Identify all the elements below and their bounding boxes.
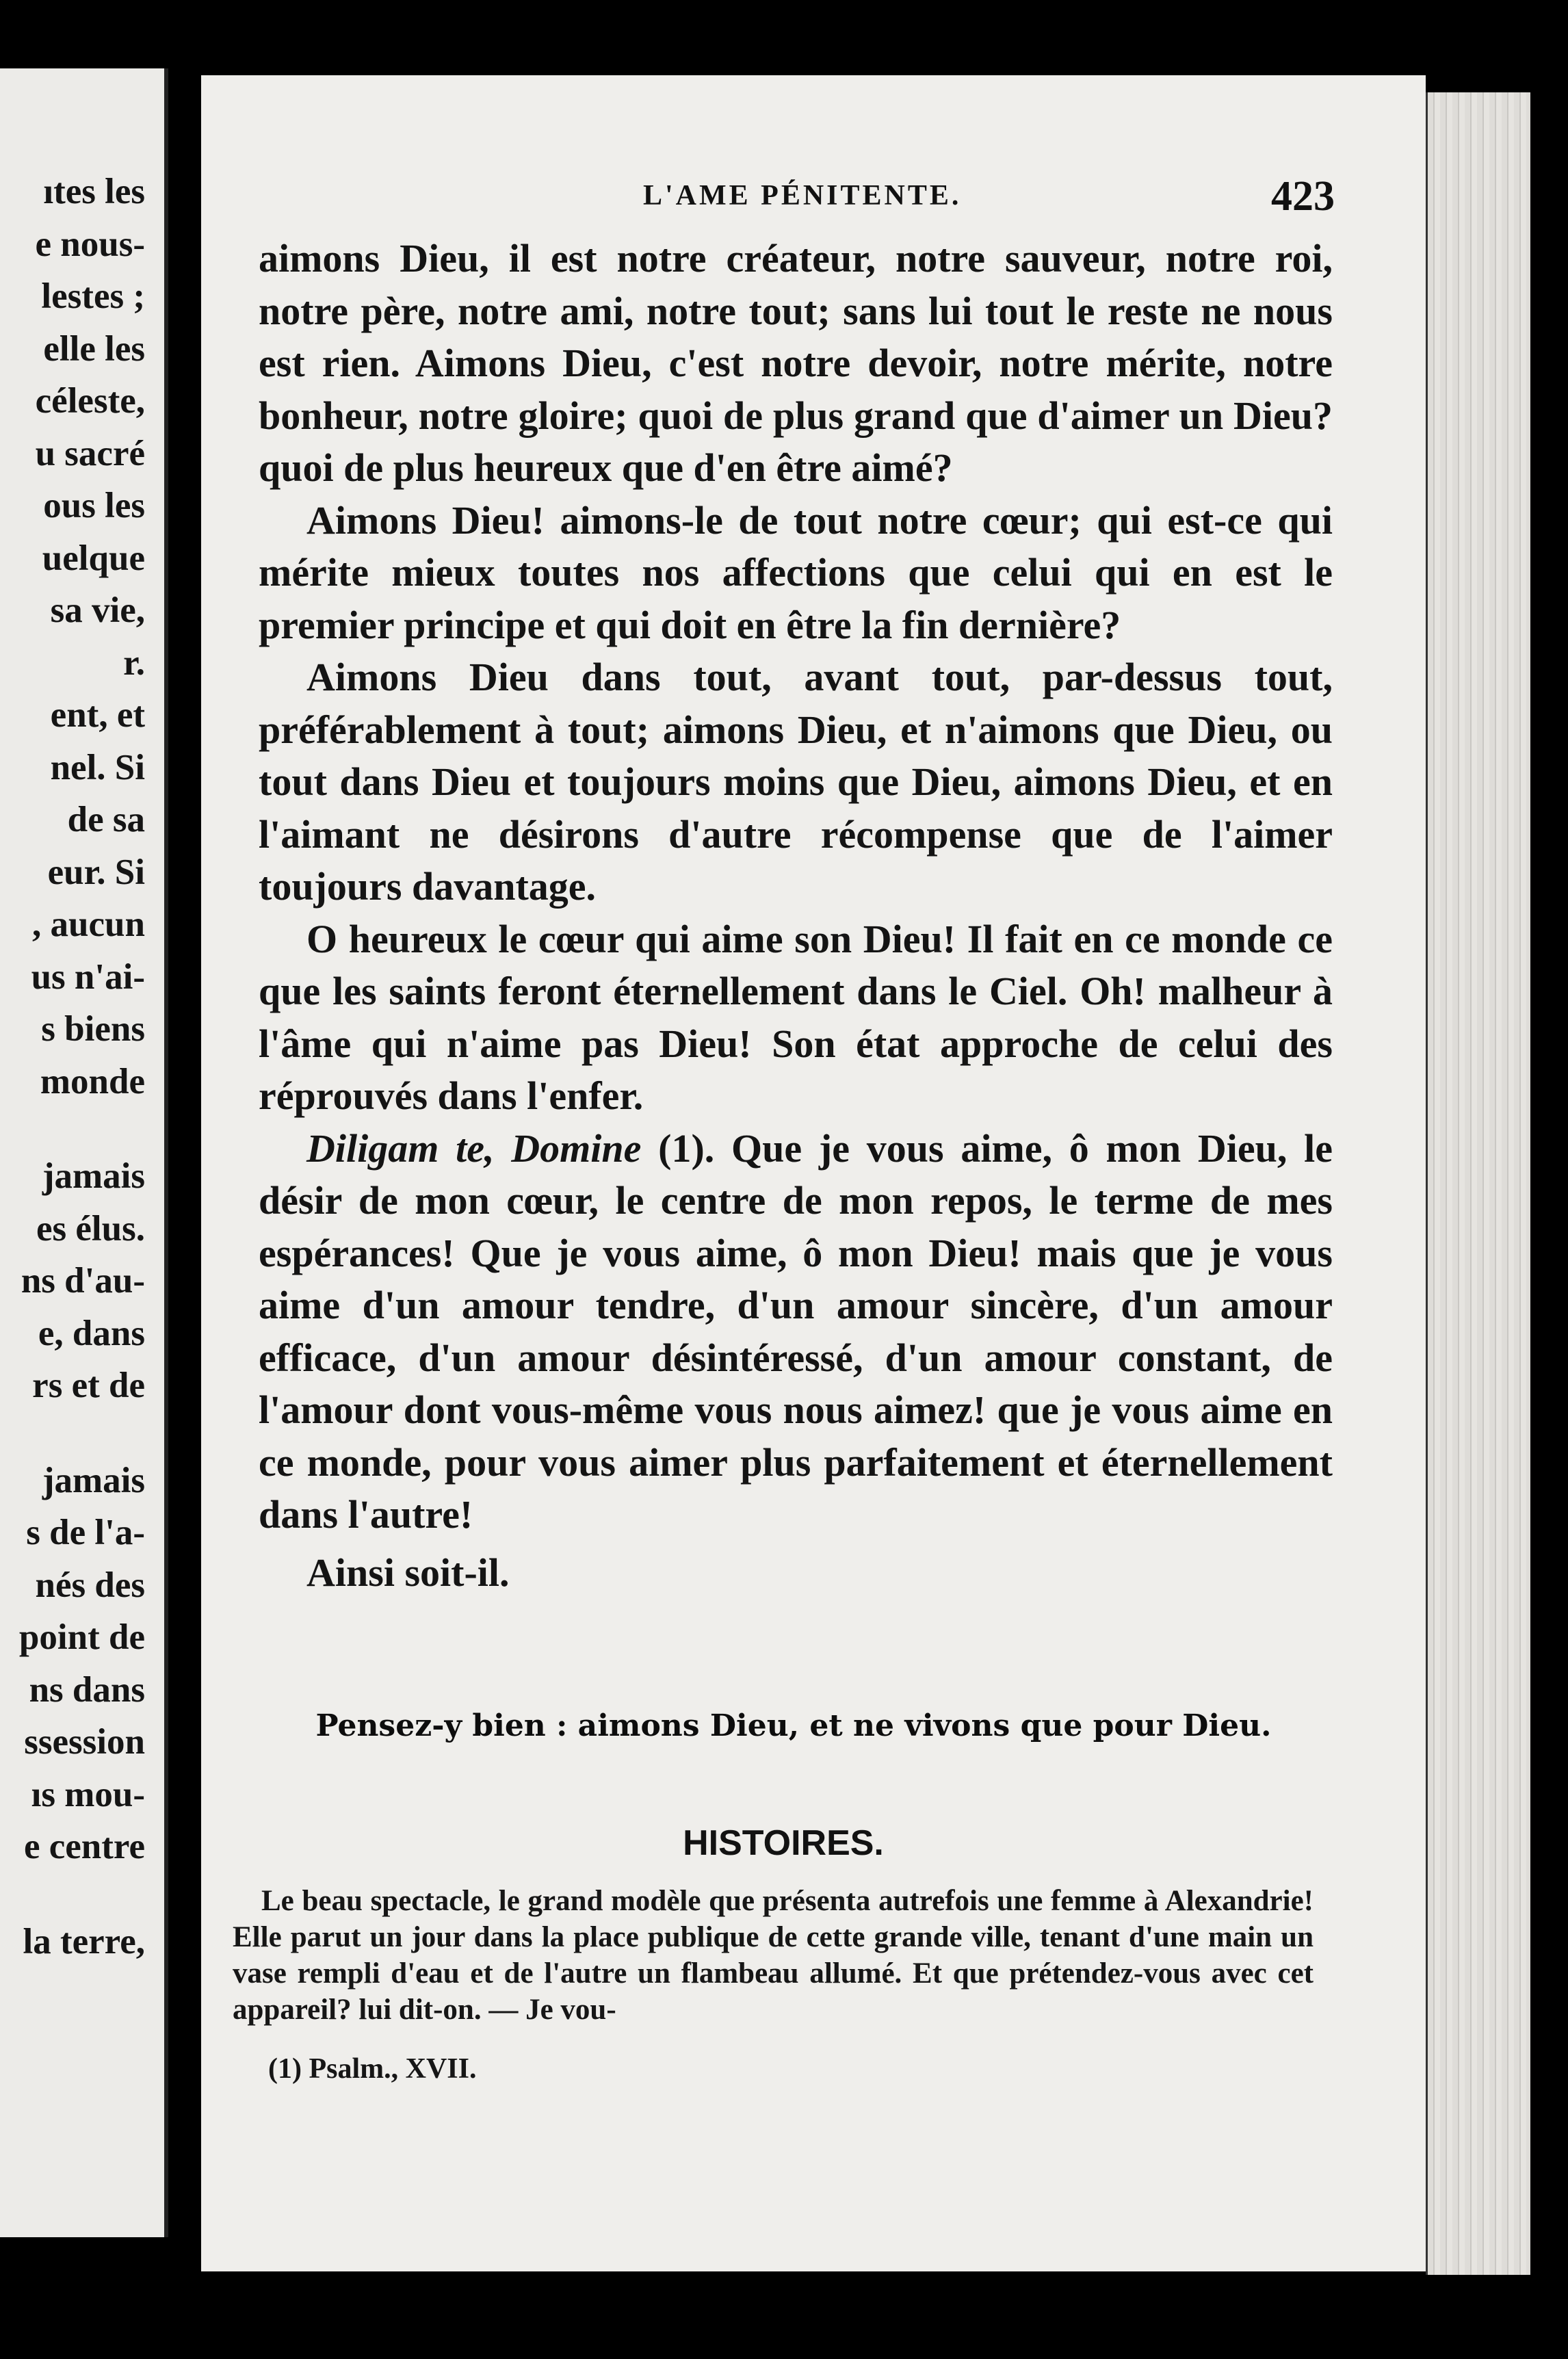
left-page-line: point de xyxy=(18,1617,145,1657)
left-page-line: ns d'au- xyxy=(21,1261,145,1301)
left-page-line: ous les xyxy=(43,486,145,525)
left-page-line: ent, et xyxy=(50,695,145,735)
histoire-text xyxy=(233,1883,1314,2028)
left-page-line: us n'ai- xyxy=(31,956,145,997)
page-edges xyxy=(1426,92,1530,2275)
left-page-line: e centre xyxy=(23,1827,145,1866)
left-page-line: sa vie, xyxy=(50,590,145,630)
left-page-line: e, dans xyxy=(38,1313,145,1353)
left-page-line: ns dans xyxy=(29,1669,145,1710)
histoire-paragraph: Le beau spectacle, le grand modèle que présenta autrefois une femme à Alexandrie! Elle parut un jour dans la place publique de cette grande ville, tenant d'une main un vase rempli d'eau et de l'autre un flambeau allumé. Et que prétendez-vous avec cet appareil? lui dit-on. — Je vou- xyxy=(233,1885,1314,2026)
footnote-ref: (1). xyxy=(641,1125,732,1171)
left-page-line: elle les xyxy=(43,328,145,369)
latin-quote: Diligam te, Domine xyxy=(306,1125,642,1171)
left-page-line: r. xyxy=(123,642,145,683)
left-facing-page xyxy=(0,68,168,2237)
left-page-line: uelque xyxy=(42,538,145,578)
left-page-line: s de l'a- xyxy=(26,1513,145,1552)
left-page-line: jamais xyxy=(42,1460,145,1500)
footnote: (1) Psalm., XVII. xyxy=(268,2053,477,2085)
left-page-line: es élus. xyxy=(36,1208,145,1249)
left-page-line: rs et de xyxy=(32,1366,145,1405)
pensez-y-bien: Pensez-y bien : aimons Dieu, et ne vivons que pour Dieu. xyxy=(315,1708,1272,1743)
section-title: HISTOIRES. xyxy=(683,1823,884,1863)
running-head: L'AME PÉNITENTE. xyxy=(643,180,962,211)
paragraph xyxy=(259,1123,1333,1541)
left-page-line: u sacré xyxy=(35,433,145,473)
main-text xyxy=(259,233,1333,1599)
left-page-line: ıs mou- xyxy=(31,1774,145,1814)
page-number: 423 xyxy=(1271,173,1335,220)
left-page-line: jamais xyxy=(42,1156,145,1196)
left-page-line: , aucun xyxy=(32,904,145,944)
left-page-line: de sa xyxy=(67,800,145,839)
paragraph: Aimons Dieu dans tout, avant tout, par-dessus tout, préférablement à tout; aimons Dieu, et n'aimons que Dieu, ou tout dans Dieu et toujours moins que Dieu, aimons Dieu, et en l'aimant ne désirons d'autre récompense que de l'aimer toujours davantage. xyxy=(259,655,1333,909)
left-page-line: nés des xyxy=(35,1565,145,1605)
left-page-line: s biens xyxy=(41,1009,145,1049)
left-page-line: e nous- xyxy=(35,224,145,264)
left-page-line: nel. Si xyxy=(50,747,145,787)
left-page-line: la terre, xyxy=(23,1921,145,1962)
paragraph: aimons Dieu, il est notre créateur, notre sauveur, notre roi, notre père, notre ami, notre tout; sans lui tout le reste ne nous est rien. Aimons Dieu, c'est notre devoir, notre mérite, notre bonheur, notre gloire; quoi de plus grand que d'aimer un Dieu? quoi de plus heureux que d'en être aimé? xyxy=(259,236,1333,490)
paragraph: Aimons Dieu! aimons-le de tout notre cœur; qui est-ce qui mérite mieux toutes nos affections que celui qui en est le premier principe et qui doit en être la fin dernière? xyxy=(259,497,1333,647)
left-page-line: eur. Si xyxy=(47,852,145,892)
paragraph: O heureux le cœur qui aime son Dieu! Il fait en ce monde ce que les saints feront éternellement dans le Ciel. Oh! malheur à l'âme qui n'aime pas Dieu! Son état approche de celui des réprouvés dans l'enfer. xyxy=(259,916,1333,1118)
left-page-line: céleste, xyxy=(35,381,145,421)
left-page-line: ıtes les xyxy=(43,172,145,211)
paragraph-text: Que je vous aime, ô mon Dieu, le désir de mon cœur, le centre de mon repos, le terme de mes espérances! Que je vous aime, ô mon Dieu! mais que je vous aime d'un amour tendre, d'un amour sincère, d'un amour efficace, d'un amour désintéressé, d'un amour constant, de l'amour dont vous-même vous nous aimez! que je vous aime en ce monde, pour vous aimer plus parfaitement et éternellement dans l'autre! xyxy=(259,1125,1333,1537)
closing-line: Ainsi soit-il. xyxy=(306,1550,510,1595)
left-page-line: monde xyxy=(40,1061,145,1102)
left-page-line: lestes ; xyxy=(41,276,145,316)
left-page-line: ssession xyxy=(24,1722,145,1762)
